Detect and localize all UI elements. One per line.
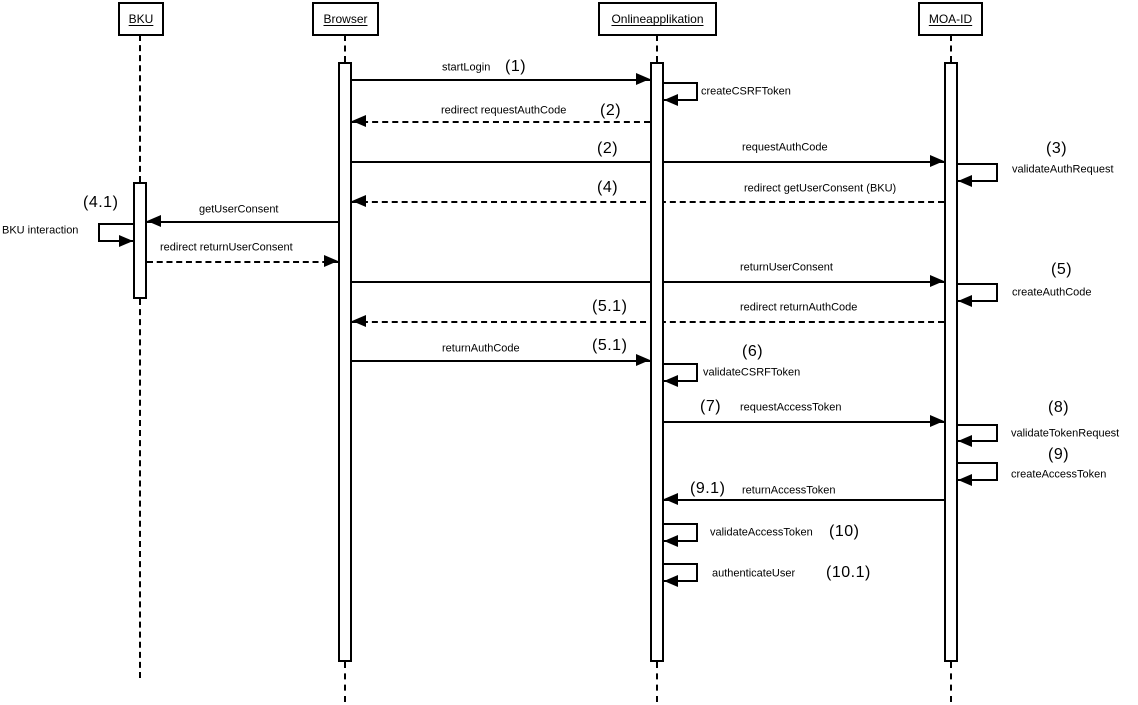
activation-bar-moa-id — [944, 62, 958, 662]
arrowhead — [119, 235, 133, 247]
message-line — [352, 281, 944, 283]
message-label: returnAuthCode — [442, 342, 520, 355]
message-number: (5.1) — [592, 337, 628, 354]
message-label: validateTokenRequest — [1011, 427, 1120, 440]
actor-box-onlineapplikation — [598, 2, 717, 36]
message-number: (6) — [742, 343, 764, 360]
message-label: BKU interaction — [2, 224, 79, 237]
arrowhead — [636, 73, 650, 85]
message-number: (1) — [505, 58, 527, 75]
message-number: (10) — [829, 523, 860, 540]
arrowhead — [352, 195, 366, 207]
activation-bar-browser — [338, 62, 352, 662]
message-number: (2) — [600, 102, 622, 119]
message-label: requestAccessToken — [740, 401, 842, 414]
arrowhead — [352, 115, 366, 127]
message-number: (4.1) — [83, 194, 119, 211]
arrowhead — [147, 215, 161, 227]
arrowhead — [324, 255, 338, 267]
message-line — [147, 261, 338, 263]
arrowhead — [664, 535, 678, 547]
lifeline-onlineapplikation — [656, 662, 658, 702]
arrowhead — [958, 435, 972, 447]
message-number: (8) — [1048, 399, 1070, 416]
lifeline-bku — [139, 299, 141, 678]
arrowhead — [636, 354, 650, 366]
actor-label-bku: BKU — [128, 12, 154, 26]
actor-box-browser — [312, 2, 379, 36]
message-line — [352, 161, 944, 163]
message-line — [352, 79, 650, 81]
activation-bar-bku — [133, 182, 147, 299]
activation-bar-onlineapplikation — [650, 62, 664, 662]
lifeline-bku — [139, 35, 141, 182]
message-line — [352, 121, 650, 123]
actor-label-moa-id: MOA-ID — [928, 12, 973, 26]
message-number: (9.1) — [690, 480, 726, 497]
arrowhead — [930, 415, 944, 427]
message-label: requestAuthCode — [742, 141, 828, 154]
actor-box-moa-id — [918, 2, 983, 36]
message-label: returnUserConsent — [740, 261, 833, 274]
arrowhead — [352, 315, 366, 327]
arrowhead — [664, 94, 678, 106]
message-line — [352, 321, 944, 323]
message-line — [664, 499, 944, 501]
message-number: (5.1) — [592, 298, 628, 315]
message-label: createAccessToken — [1011, 468, 1107, 481]
message-number: (5) — [1051, 261, 1073, 278]
arrowhead — [958, 175, 972, 187]
actor-label-onlineapplikation: Onlineapplikation — [611, 12, 704, 26]
message-label: validateAccessToken — [710, 526, 813, 539]
message-label: redirect requestAuthCode — [441, 104, 567, 117]
message-label: startLogin — [442, 61, 491, 74]
lifeline-browser — [344, 35, 346, 62]
message-number: (3) — [1046, 140, 1068, 157]
arrowhead — [664, 375, 678, 387]
lifeline-browser — [344, 662, 346, 702]
arrowhead — [664, 493, 678, 505]
message-number: (4) — [597, 179, 619, 196]
lifeline-moa-id — [950, 662, 952, 702]
message-label: createCSRFToken — [701, 85, 791, 98]
lifeline-moa-id — [950, 35, 952, 62]
message-label: validateCSRFToken — [703, 366, 801, 379]
message-line — [664, 421, 944, 423]
arrowhead — [930, 275, 944, 287]
actor-label-browser: Browser — [323, 12, 368, 26]
message-label: returnAccessToken — [742, 484, 836, 497]
arrowhead — [664, 575, 678, 587]
message-number: (9) — [1048, 446, 1070, 463]
actor-box-bku — [118, 2, 164, 36]
message-line — [352, 360, 650, 362]
message-number: (2) — [597, 140, 619, 157]
arrowhead — [958, 295, 972, 307]
message-number: (7) — [700, 398, 722, 415]
message-label: redirect returnUserConsent — [160, 241, 293, 254]
message-line — [147, 221, 338, 223]
arrowhead — [958, 474, 972, 486]
message-label: redirect returnAuthCode — [740, 301, 858, 314]
message-line — [352, 201, 944, 203]
message-label: authenticateUser — [712, 567, 796, 580]
message-label: validateAuthRequest — [1012, 163, 1114, 176]
message-label: getUserConsent — [199, 203, 279, 216]
arrowhead — [930, 155, 944, 167]
message-label: redirect getUserConsent (BKU) — [744, 182, 897, 195]
message-number: (10.1) — [826, 564, 871, 581]
message-label: createAuthCode — [1012, 286, 1092, 299]
lifeline-onlineapplikation — [656, 35, 658, 62]
